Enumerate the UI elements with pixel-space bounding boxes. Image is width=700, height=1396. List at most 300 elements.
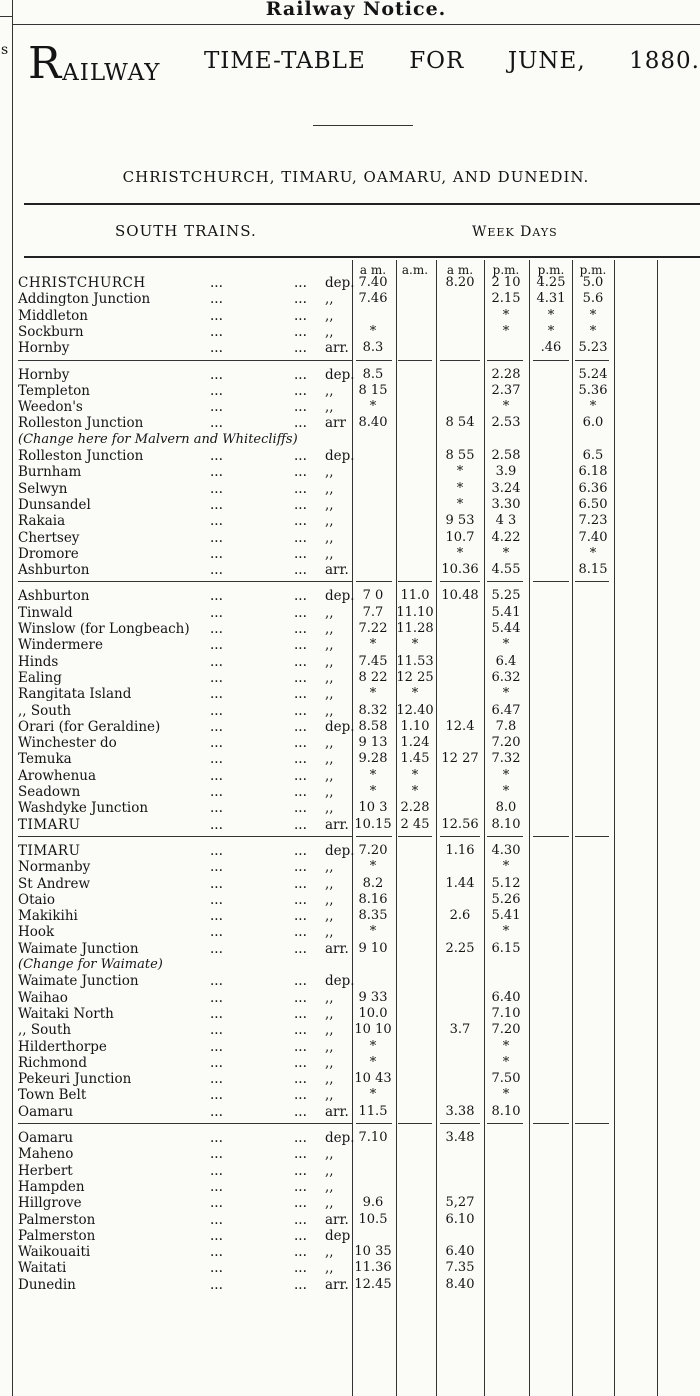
time-cell: 11.0	[400, 588, 430, 604]
leader-dots: ...	[210, 784, 223, 800]
leader-dots: ...	[210, 875, 223, 892]
leader-dots: ...	[294, 686, 307, 703]
table-row	[0, 1071, 700, 1087]
station-name: Hillgrove	[18, 1195, 82, 1212]
leader-dots: ...	[210, 323, 223, 340]
time-cell: 1.10	[400, 718, 430, 734]
time-cell: 3.24	[491, 480, 521, 496]
time-cell: *	[502, 323, 510, 339]
time-cell: 4.31	[536, 291, 566, 307]
leader-dots: ...	[294, 637, 307, 654]
leader-dots: ...	[210, 973, 223, 990]
time-cell: 5.12	[491, 875, 521, 891]
leader-dots: ...	[210, 275, 223, 291]
time-cell: 11.36	[354, 1260, 392, 1276]
column-divider-dash	[356, 360, 392, 361]
column-divider-dash	[533, 1123, 569, 1124]
time-cell: 8 22	[358, 669, 388, 685]
time-cell: *	[502, 399, 510, 415]
table-row	[0, 990, 700, 1006]
time-cell: 8 55	[445, 448, 475, 463]
time-cell: 7.8	[495, 718, 517, 734]
time-cell: *	[369, 323, 377, 339]
time-cell: *	[502, 784, 510, 799]
time-cell: 7.32	[491, 751, 521, 767]
time-cell: 8.10	[491, 816, 521, 832]
time-cell: 10 43	[354, 1071, 392, 1087]
arr-dep-marker: dep.	[325, 448, 355, 464]
table-row	[0, 546, 700, 562]
arr-dep-marker: ,,	[325, 480, 334, 497]
time-cell: *	[502, 686, 510, 702]
table-row	[0, 686, 700, 702]
table-row	[0, 308, 700, 324]
timetable	[0, 260, 700, 1396]
table-row	[0, 291, 700, 307]
table-row	[0, 448, 700, 464]
leader-dots: ...	[294, 859, 307, 876]
station-name: Dromore	[18, 545, 79, 562]
leader-dots: ...	[210, 545, 223, 562]
arr-dep-marker: ,,	[325, 989, 334, 1006]
time-cell: 10.5	[358, 1211, 388, 1227]
table-note	[0, 432, 700, 448]
leader-dots: ...	[294, 496, 307, 513]
leader-dots: ...	[294, 816, 307, 833]
leader-dots: ...	[210, 686, 223, 703]
note-text: (Change here for Malvern and Whitecliffs)	[18, 431, 298, 447]
leader-dots: ...	[210, 1146, 223, 1163]
leader-dots: ...	[294, 1260, 307, 1277]
time-cell: *	[589, 307, 597, 323]
leader-dots: ...	[210, 859, 223, 876]
leader-dots: ...	[210, 448, 223, 464]
leader-dots: ...	[294, 621, 307, 637]
station-name: Waihao	[18, 989, 68, 1006]
leader-dots: ...	[294, 908, 307, 925]
station-name: Selwyn	[18, 480, 68, 497]
leader-dots: ...	[210, 702, 223, 719]
time-cell: *	[589, 323, 597, 339]
time-cell: 5.0	[582, 275, 604, 290]
arr-dep-marker: ,,	[325, 1054, 334, 1071]
station-name: Orari (for Geraldine)	[18, 718, 161, 735]
column-header: p.m.	[537, 263, 565, 277]
leader-dots: ...	[294, 1162, 307, 1179]
arr-dep-marker: ,,	[325, 604, 334, 621]
arr-dep-marker: ,,	[325, 1087, 334, 1104]
time-cell: 10 3	[358, 800, 388, 816]
week-days-eek: EEK	[487, 226, 515, 239]
time-cell: 1.24	[400, 735, 430, 751]
station-name: Palmerston	[18, 1227, 96, 1244]
time-cell: 4.22	[491, 529, 521, 545]
leader-dots: ...	[294, 924, 307, 941]
table-row	[0, 621, 700, 637]
station-name: Oamaru	[18, 1130, 74, 1146]
edge-fragment-letter: s	[1, 42, 9, 58]
time-cell: 6.5	[582, 448, 604, 463]
leader-dots: ...	[294, 1103, 307, 1120]
title-word-1-rest: AILWAY	[62, 60, 161, 86]
table-row	[0, 464, 700, 480]
leader-dots: ...	[294, 448, 307, 464]
leader-dots: ...	[210, 800, 223, 817]
time-cell: *	[502, 1054, 510, 1070]
time-cell: 5.41	[491, 908, 521, 924]
table-row	[0, 1130, 700, 1146]
time-cell: 5.25	[491, 588, 521, 604]
leader-dots: ...	[294, 545, 307, 562]
column-divider-dash	[356, 836, 392, 837]
time-cell: *	[369, 399, 377, 415]
leader-dots: ...	[210, 480, 223, 497]
time-cell: 2.37	[491, 382, 521, 398]
time-cell: 11.28	[396, 621, 434, 636]
arr-dep-marker: ,,	[325, 545, 334, 562]
arr-dep-marker: ,,	[325, 323, 334, 340]
station-name: Seadown	[18, 784, 81, 800]
column-divider-dash	[487, 1123, 523, 1124]
table-row	[0, 1039, 700, 1055]
time-cell: 8.5	[362, 366, 384, 382]
time-cell: 3.30	[491, 496, 521, 512]
table-row	[0, 562, 700, 578]
time-cell: *	[411, 784, 419, 799]
arr-dep-marker: arr.	[325, 940, 349, 957]
table-row	[0, 637, 700, 653]
leader-dots: ...	[210, 307, 223, 324]
column-header: a.m.	[401, 263, 429, 277]
notice-rule	[12, 24, 700, 25]
time-cell: 1.45	[400, 751, 430, 767]
table-row	[0, 719, 700, 735]
arr-dep-marker: arr.	[325, 562, 349, 579]
leader-dots: ...	[294, 366, 307, 383]
time-cell: 5.41	[491, 604, 521, 620]
time-cell: 12.56	[441, 816, 479, 832]
table-row	[0, 1195, 700, 1211]
time-cell: 8.16	[358, 891, 388, 907]
column-divider-dash	[575, 1123, 609, 1124]
arr-dep-marker: arr.	[325, 1103, 349, 1120]
leader-dots: ...	[210, 1130, 223, 1146]
station-name: Hilderthorpe	[18, 1038, 107, 1055]
leader-dots: ...	[210, 340, 223, 357]
section-divider	[18, 581, 352, 582]
leader-dots: ...	[294, 275, 307, 291]
time-cell: 6.47	[491, 702, 521, 718]
leader-dots: ...	[294, 875, 307, 892]
time-cell: 4.25	[536, 275, 566, 290]
time-cell: *	[369, 637, 377, 653]
leader-dots: ...	[210, 924, 223, 941]
station-name: Otaio	[18, 891, 55, 908]
week-days-d: D	[520, 224, 533, 240]
leader-dots: ...	[294, 1071, 307, 1088]
time-cell: 6.32	[491, 669, 521, 685]
arr-dep-marker: ,,	[325, 1260, 334, 1277]
table-row	[0, 1212, 700, 1228]
column-divider-dash	[398, 581, 432, 582]
time-cell: 5.23	[578, 340, 608, 356]
time-cell: 2.6	[449, 908, 471, 924]
column-divider-dash	[440, 836, 480, 837]
table-row	[0, 530, 700, 546]
column-divider-dash	[487, 360, 523, 361]
time-cell: 2 45	[400, 816, 430, 832]
table-row	[0, 1228, 700, 1244]
table-row	[0, 876, 700, 892]
time-cell: 7.20	[491, 735, 521, 751]
arr-dep-marker: ,,	[325, 735, 334, 752]
leader-dots: ...	[210, 1103, 223, 1120]
leader-dots: ...	[210, 816, 223, 833]
column-header: a m.	[446, 263, 474, 277]
leader-dots: ...	[294, 842, 307, 859]
leader-dots: ...	[294, 1130, 307, 1146]
leader-dots: ...	[294, 291, 307, 308]
station-name: Town Belt	[18, 1087, 87, 1104]
time-cell: 5.36	[578, 382, 608, 398]
leader-dots: ...	[210, 621, 223, 637]
station-name: Rakaia	[18, 513, 66, 530]
station-name: Maheno	[18, 1146, 74, 1163]
time-cell: 6.10	[445, 1211, 475, 1227]
time-cell: 10 35	[354, 1244, 392, 1260]
table-row	[0, 383, 700, 399]
time-cell: 9.28	[358, 751, 388, 767]
route-subtitle: CHRISTCHURCH, TIMARU, OAMARU, AND DUNEDIN.	[122, 168, 590, 186]
station-name: Addington Junction	[18, 291, 151, 308]
time-cell: 5.6	[582, 291, 604, 307]
column-header: p.m.	[579, 263, 607, 277]
table-row	[0, 973, 700, 989]
column-divider-dash	[533, 360, 569, 361]
arr-dep-marker: ,,	[325, 800, 334, 817]
time-cell: 10.36	[441, 562, 479, 578]
time-cell: *	[369, 1087, 377, 1103]
time-cell: 12.4	[445, 718, 475, 734]
time-cell: 9 13	[358, 735, 388, 751]
leader-dots: ...	[210, 1276, 223, 1293]
leader-dots: ...	[294, 1087, 307, 1104]
column-divider-dash	[575, 836, 609, 837]
arr-dep-marker: ,,	[325, 1038, 334, 1055]
time-cell: 2.28	[491, 366, 521, 382]
leader-dots: ...	[294, 307, 307, 324]
arr-dep-marker: ,,	[325, 686, 334, 703]
time-cell: *	[502, 545, 510, 561]
leader-dots: ...	[294, 669, 307, 686]
station-name: Rangitata Island	[18, 686, 132, 703]
table-row	[0, 497, 700, 513]
time-cell: 9 53	[445, 513, 475, 529]
title-word-1	[28, 38, 161, 89]
leader-dots: ...	[294, 340, 307, 357]
station-name: Waikouaiti	[18, 1244, 91, 1261]
leader-dots: ...	[210, 718, 223, 735]
leader-dots: ...	[210, 1087, 223, 1104]
time-cell: *	[502, 924, 510, 940]
arr-dep-marker: ,,	[325, 1178, 334, 1195]
table-row	[0, 1104, 700, 1120]
time-cell: *	[369, 686, 377, 702]
time-cell: 7.35	[445, 1260, 475, 1276]
leader-dots: ...	[210, 908, 223, 925]
leader-dots: ...	[210, 399, 223, 416]
table-row	[0, 1244, 700, 1260]
time-cell: 10.0	[358, 1005, 388, 1021]
arr-dep-marker: ,,	[325, 859, 334, 876]
week-days-ays: AYS	[532, 226, 558, 239]
time-cell: 2.25	[445, 940, 475, 956]
time-cell: *	[369, 859, 377, 875]
station-name: Waimate Junction	[18, 973, 139, 990]
time-cell: 7.7	[362, 604, 384, 620]
table-row	[0, 399, 700, 415]
time-cell: 5.24	[578, 366, 608, 382]
arr-dep-marker: ,,	[325, 307, 334, 324]
table-row	[0, 367, 700, 383]
table-row	[0, 892, 700, 908]
station-name: Ashburton	[18, 562, 90, 579]
leader-dots: ...	[294, 323, 307, 340]
section-divider	[18, 836, 352, 837]
table-row	[0, 654, 700, 670]
arr-dep-marker: ,,	[325, 891, 334, 908]
leader-dots: ...	[294, 702, 307, 719]
leader-dots: ...	[294, 513, 307, 530]
leader-dots: ...	[294, 735, 307, 752]
column-divider-dash	[440, 581, 480, 582]
time-cell: 12.45	[354, 1276, 392, 1292]
station-name: ,, South	[18, 1022, 72, 1039]
station-name: Burnham	[18, 464, 82, 481]
arr-dep-marker: ,,	[325, 924, 334, 941]
station-name: Hornby	[18, 366, 70, 383]
time-cell: *	[589, 399, 597, 415]
station-name: Richmond	[18, 1054, 88, 1071]
table-row	[0, 481, 700, 497]
arr-dep-marker: dep.	[325, 366, 355, 383]
time-cell: 12 27	[441, 751, 479, 767]
time-cell: 6.4	[495, 653, 517, 669]
time-cell: *	[589, 545, 597, 561]
column-divider-dash	[487, 836, 523, 837]
station-name: Chertsey	[18, 529, 80, 546]
leader-dots: ...	[210, 1244, 223, 1261]
station-name: Washdyke Junction	[18, 800, 149, 817]
time-cell: 11.53	[396, 653, 434, 669]
leader-dots: ...	[210, 1260, 223, 1277]
time-cell: 3.9	[495, 464, 517, 480]
time-cell: 8.40	[358, 415, 388, 431]
leader-dots: ...	[210, 1178, 223, 1195]
time-cell: 2.28	[400, 800, 430, 816]
leader-dots: ...	[210, 940, 223, 957]
leader-dots: ...	[210, 842, 223, 859]
arr-dep-marker: arr	[325, 415, 346, 432]
table-row	[0, 1146, 700, 1162]
leader-dots: ...	[210, 1211, 223, 1228]
arr-dep-marker: ,,	[325, 637, 334, 654]
leader-dots: ...	[294, 1038, 307, 1055]
time-cell: 10 10	[354, 1022, 392, 1038]
table-row	[0, 324, 700, 340]
arr-dep-marker: ,,	[325, 1146, 334, 1163]
leader-dots: ...	[294, 653, 307, 670]
table-row	[0, 1006, 700, 1022]
station-name: Tinwald	[18, 604, 73, 621]
leader-dots: ...	[294, 1022, 307, 1039]
time-cell: 9.6	[362, 1195, 384, 1211]
leader-dots: ...	[294, 1195, 307, 1212]
time-cell: *	[502, 767, 510, 783]
arr-dep-marker: dep.	[325, 275, 355, 291]
leader-dots: ...	[210, 735, 223, 752]
leader-dots: ...	[210, 891, 223, 908]
leader-dots: ...	[294, 1178, 307, 1195]
time-cell: *	[547, 323, 555, 339]
time-cell: 6.15	[491, 940, 521, 956]
arr-dep-marker: dep.	[325, 718, 355, 735]
table-row	[0, 340, 700, 356]
leader-dots: ...	[210, 1022, 223, 1039]
time-cell: 7.10	[358, 1130, 388, 1145]
time-cell: *	[547, 307, 555, 323]
time-cell: 9 10	[358, 940, 388, 956]
time-cell: 6.40	[491, 989, 521, 1005]
station-name: TIMARU	[18, 842, 81, 859]
table-row	[0, 275, 700, 291]
time-cell: 3.48	[445, 1130, 475, 1145]
leader-dots: ...	[210, 513, 223, 530]
title-word-3: FOR	[409, 48, 465, 74]
column-divider-dash	[440, 1123, 480, 1124]
title-word-4: JUNE,	[507, 48, 586, 74]
section-divider	[18, 360, 352, 361]
arr-dep-marker: ,,	[325, 513, 334, 530]
station-name: Makikihi	[18, 908, 78, 925]
arr-dep-marker: ,,	[325, 653, 334, 670]
station-name: Herbert	[18, 1162, 73, 1179]
time-cell: 2.53	[491, 415, 521, 431]
arr-dep-marker: ,,	[325, 399, 334, 416]
station-name: Rolleston Junction	[18, 415, 144, 432]
leader-dots: ...	[210, 751, 223, 768]
leader-dots: ...	[294, 399, 307, 416]
station-name: Hook	[18, 924, 55, 941]
leader-dots: ...	[294, 1276, 307, 1293]
station-name: Ashburton	[18, 588, 90, 605]
leader-dots: ...	[210, 1227, 223, 1244]
arr-dep-marker: ,,	[325, 464, 334, 481]
leader-dots: ...	[210, 366, 223, 383]
leader-dots: ...	[294, 891, 307, 908]
leader-dots: ...	[294, 562, 307, 579]
arr-dep-marker: ,,	[325, 382, 334, 399]
time-cell: 11.10	[396, 604, 434, 620]
leader-dots: ...	[210, 588, 223, 605]
leader-dots: ...	[294, 1146, 307, 1163]
table-row	[0, 1179, 700, 1195]
station-name: Winslow (for Longbeach)	[18, 621, 190, 637]
leader-dots: ...	[210, 604, 223, 621]
leader-dots: ...	[294, 382, 307, 399]
time-cell: 7.50	[491, 1071, 521, 1087]
time-cell: 4 3	[495, 513, 517, 529]
